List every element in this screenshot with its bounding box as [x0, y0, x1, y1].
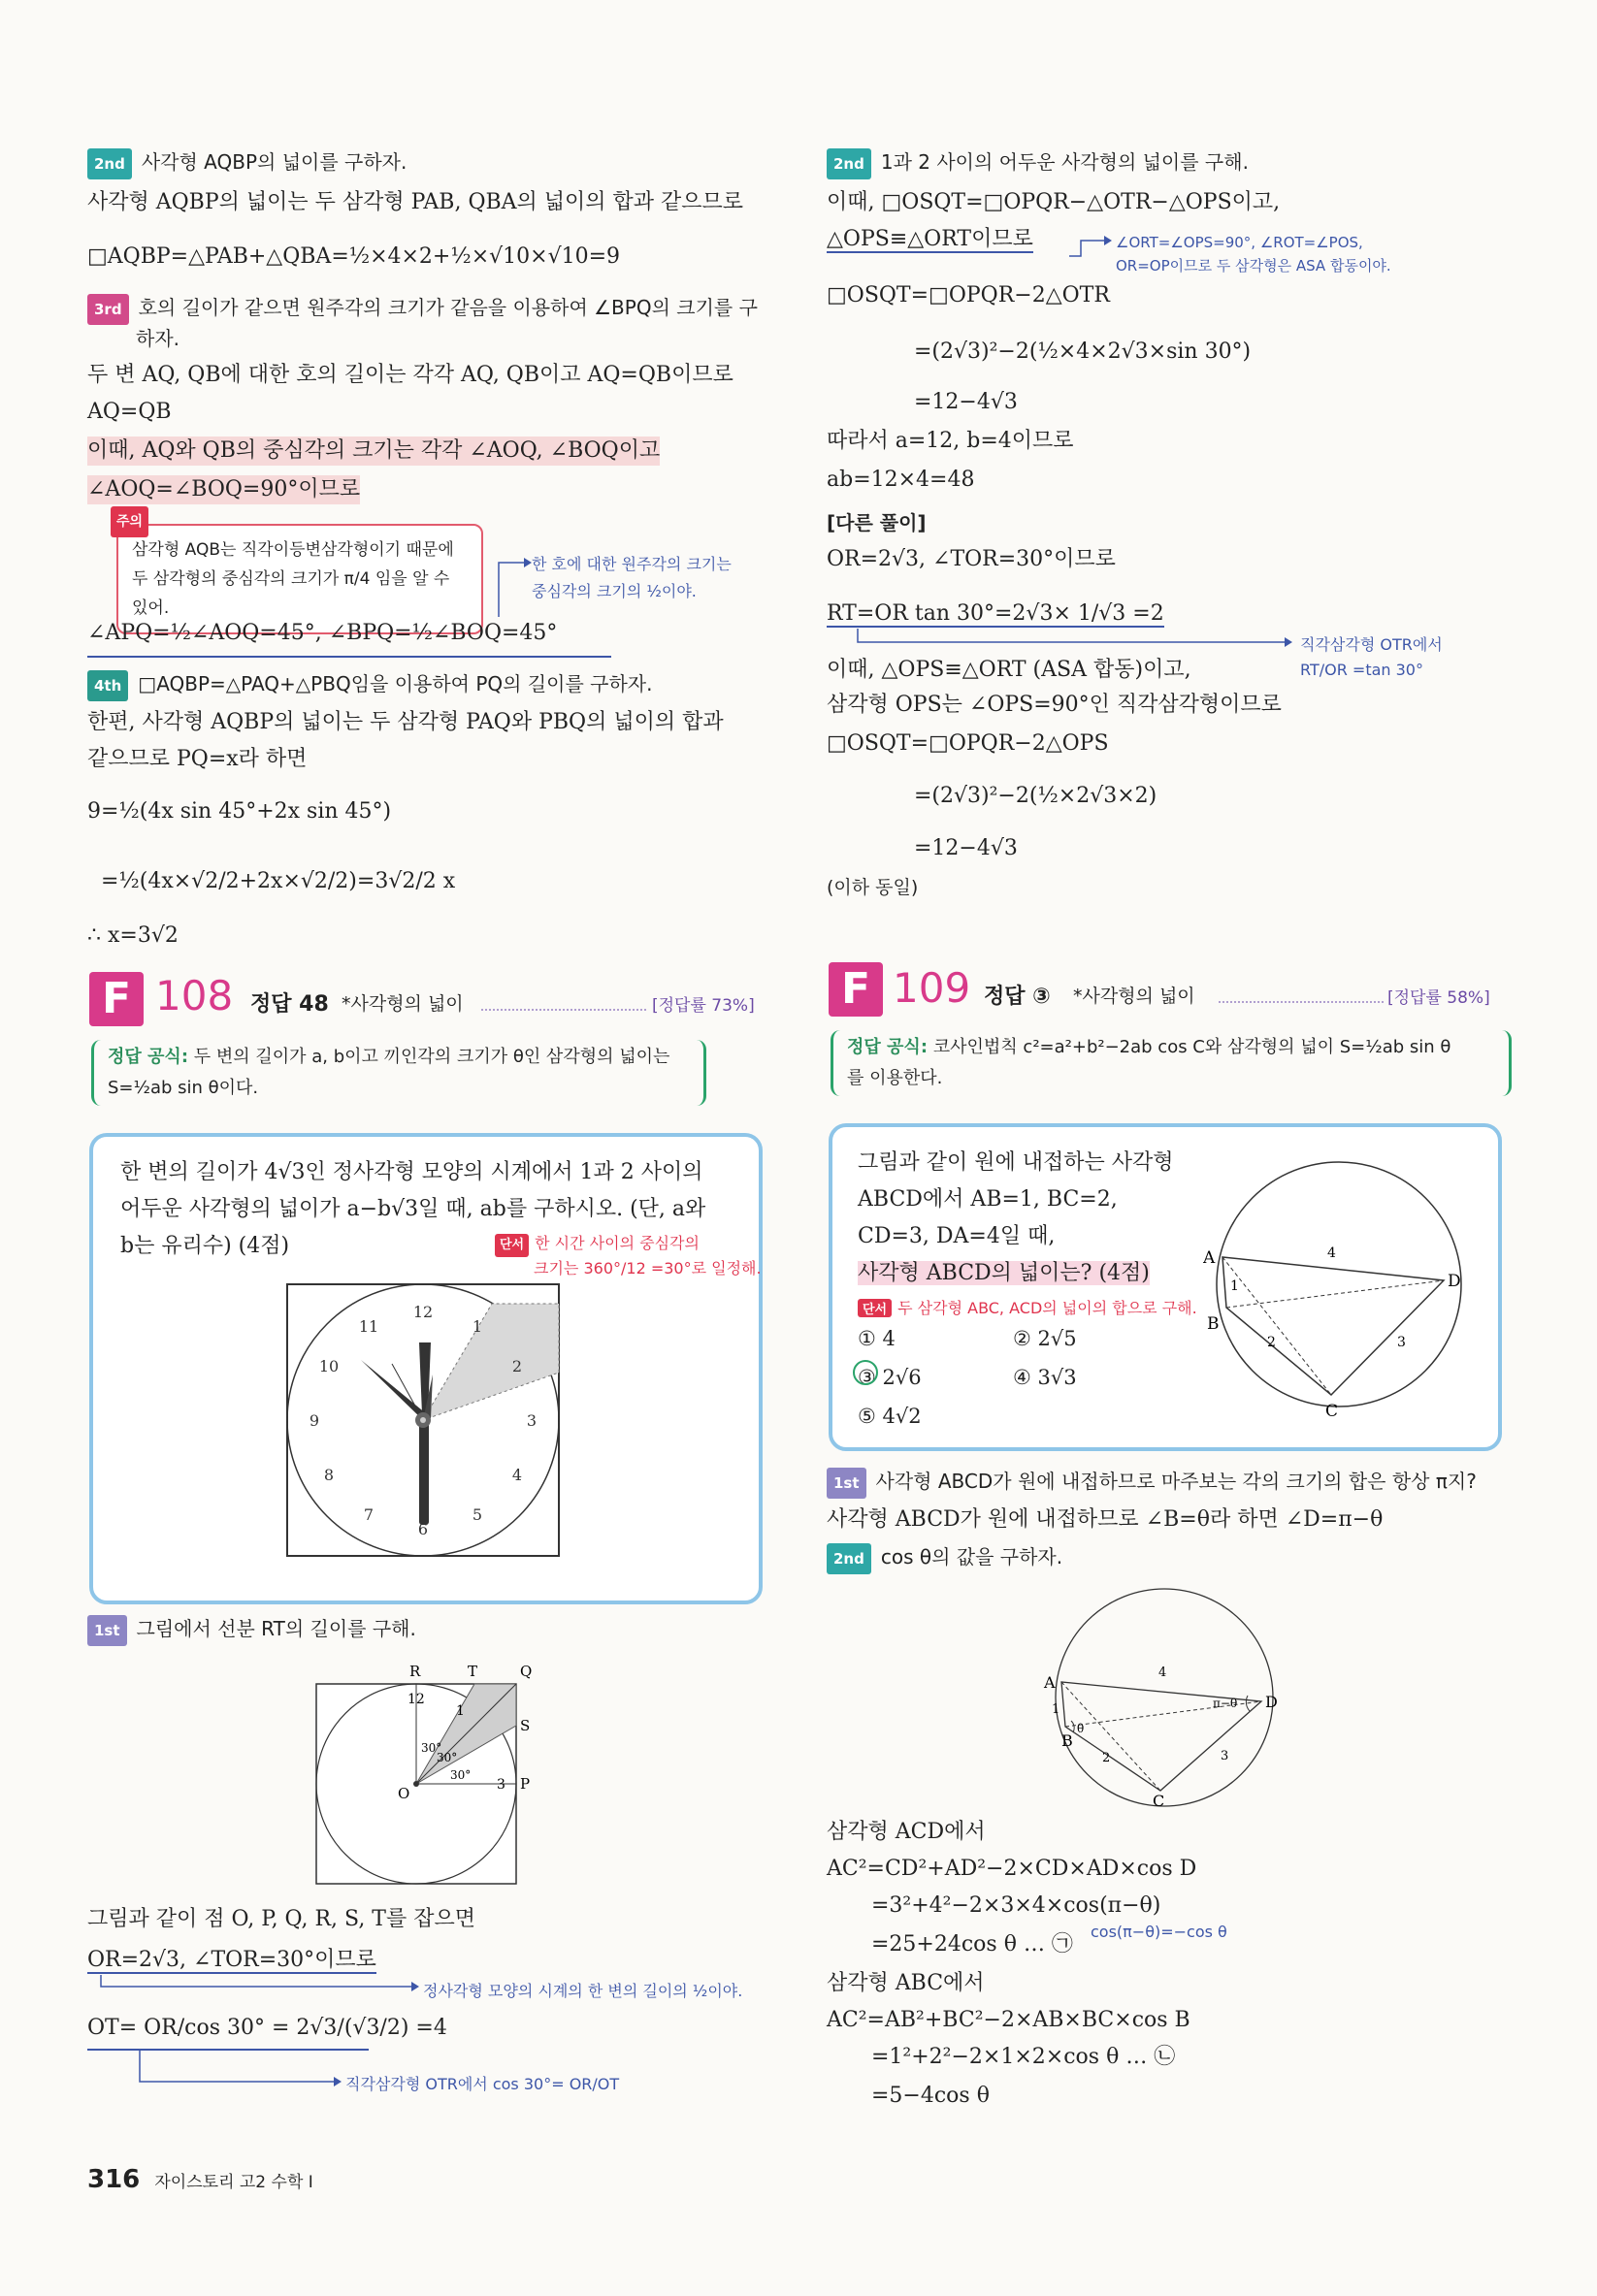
formula-box: 정답 공식: 코사인법칙 c²=a²+b²−2ab cos C와 삼각형의 넓이 S=½ab sin θ 를 이용한다. [831, 1030, 1512, 1096]
cyclic-quad-figure-2 [1038, 1587, 1290, 1810]
label-O: O [398, 1785, 410, 1802]
side-note: cos(π−θ)=−cos θ [1091, 1923, 1227, 1941]
text-line: 삼각형 OPS는 ∠OPS=90°인 직각삼각형이므로 [827, 693, 1282, 717]
correct-rate: [정답률 73%] [652, 996, 755, 1016]
side-1: 1 [1230, 1278, 1239, 1294]
note-connector [136, 2049, 349, 2087]
topic-label: *사각형의 넓이 [342, 993, 464, 1015]
equation-line: □OSQT=□OPQR−2△OPS [827, 731, 1109, 756]
side-3: 3 [1221, 1749, 1229, 1763]
note-connector [854, 629, 1300, 650]
note-connector [97, 1975, 427, 1994]
text-line: 따라서 a=12, b=4이므로 [827, 429, 1074, 453]
book-title: 자이스토리 고2 수학 Ⅰ [154, 2173, 313, 2192]
clock-number: 2 [511, 1357, 523, 1375]
clock-number: 7 [363, 1505, 375, 1524]
answer-label: 정답 48 [250, 992, 329, 1017]
label-Q: Q [520, 1663, 533, 1680]
side-4: 4 [1158, 1665, 1167, 1680]
note-connector [495, 549, 534, 619]
text-line: AQ=QB [87, 400, 172, 424]
alt-solution-heading: [다른 풀이] [827, 511, 927, 534]
side-3: 3 [1397, 1335, 1406, 1350]
angle-label: 30° [450, 1768, 472, 1782]
equation-line: =25+24cos θ … ㉠ [871, 1932, 1073, 1956]
equation-line: □OSQT=□OPQR−2△OTR [827, 283, 1110, 307]
text-line: ab=12×4=48 [827, 468, 975, 492]
hint-note: 단서 두 삼각형 ABC, ACD의 넓이의 합으로 구해. [858, 1296, 1197, 1318]
clock-number: 9 [309, 1411, 320, 1430]
choice-1[interactable]: ① 4 [858, 1327, 896, 1350]
side-note: 직각삼각형 OTR에서 cos 30°= OR/OT [345, 2075, 620, 2093]
label-1: 1 [456, 1703, 465, 1719]
caution-tag: 주의 [111, 506, 148, 537]
vertex-B: B [1061, 1731, 1073, 1750]
correct-rate: [정답률 58%] [1387, 988, 1490, 1008]
side-2: 2 [1267, 1335, 1276, 1350]
step2-heading: 2nd cos θ의 값을 구하자. [827, 1542, 1062, 1574]
equation-line: ∴ x=3√2 [87, 923, 179, 948]
step-badge: 1st [87, 1615, 127, 1646]
vertex-C: C [1153, 1792, 1165, 1810]
caution-box: 주의 삼각형 AQB는 직각이등변삼각형이기 때문에 두 삼각형의 중심각의 크기가 π/4 임을 알 수 있어. [116, 524, 483, 634]
problem-flag: F [89, 972, 144, 1026]
formula-box: 정답 공식: 두 변의 길이가 a, b이고 끼인각의 크기가 θ인 삼각형의 넓이는 S=½ab sin θ이다. [91, 1040, 706, 1106]
answer-circle-mark [852, 1358, 881, 1387]
step-badge: 3rd [87, 294, 129, 325]
problem-number: 109 [893, 964, 971, 1012]
step2-heading: 2nd 1과 2 사이의 어두운 사각형의 넓이를 구해. [827, 147, 1249, 179]
text-line: 사각형 ABCD가 원에 내접하므로 ∠B=θ라 하면 ∠D=π−θ [827, 1507, 1384, 1532]
clock-number: 3 [526, 1411, 538, 1430]
clock-number: 1 [472, 1317, 483, 1336]
label-T: T [468, 1663, 478, 1680]
page-number: 316 [87, 2165, 141, 2194]
equation-line: OT= OR/cos 30° = 2√3/(√3/2) =4 [87, 2016, 447, 2040]
text-line: 사각형 AQBP의 넓이는 두 삼각형 PAB, QBA의 넓이의 합과 같으므로 [87, 190, 744, 214]
side-note: 정사각형 모양의 시계의 한 변의 길이의 ½이야. [423, 1982, 743, 2000]
equation-line: =½(4x×√2/2+2x×√2/2)=3√2/2 x [101, 869, 456, 893]
side-note: 직각삼각형 OTR에서 RT/OR =tan 30° [1300, 635, 1443, 679]
step-badge: 1st [827, 1468, 866, 1499]
vertex-A: A [1203, 1248, 1216, 1268]
problem-text: 그림과 같이 원에 내접하는 사각형 ABCD에서 AB=1, BC=2, CD=3, DA=4일 때, 사각형 ABCD의 넓이는? (4점) [858, 1150, 1174, 1285]
step1-heading: 1st 그림에서 선분 RT의 길이를 구해. [87, 1614, 416, 1646]
equation-line: =3²+4²−2×3×4×cos(π−θ) [871, 1893, 1161, 1918]
step-badge: 2nd [87, 148, 132, 179]
equation-line: 9=½(4x sin 45°+2x sin 45°) [87, 799, 392, 824]
text-line: 삼각형 ABC에서 [827, 1971, 985, 1995]
side-2: 2 [1102, 1751, 1111, 1765]
cyclic-quad-figure [1203, 1148, 1484, 1430]
text-line: △OPS≡△ORT이므로 [827, 227, 1033, 251]
side-note: 한 호에 대한 원주각의 크기는 중심각의 크기의 ½이야. [532, 555, 732, 600]
text-line: 그림과 같이 점 O, P, Q, R, S, T를 잡으면 [87, 1907, 475, 1931]
equation-line: AC²=AB²+BC²−2×AB×BC×cos B [827, 2008, 1190, 2032]
text-line: 이때, □OSQT=□OPQR−△OTR−△OPS이고, [827, 190, 1281, 214]
step-badge: 2nd [827, 1543, 871, 1574]
equation-line: =1²+2²−2×1×2×cos θ … ㉡ [871, 2045, 1176, 2069]
side-4: 4 [1327, 1245, 1336, 1261]
step3-heading: 3rd 호의 길이가 같으면 원주각의 크기가 같음을 이용하여 ∠BPQ의 크기를 구 [87, 293, 758, 325]
label-R: R [409, 1663, 421, 1680]
clock-number: 8 [323, 1466, 335, 1484]
clock-geometry-figure [312, 1657, 545, 1890]
text-line: 같으므로 PQ=x라 하면 [87, 747, 308, 771]
note-connector [1067, 233, 1116, 262]
vertex-D: D [1265, 1693, 1278, 1711]
answer-label: 정답 ③ [984, 985, 1051, 1009]
clock-number: 6 [417, 1520, 429, 1538]
clock-number: 4 [511, 1466, 523, 1484]
page-footer [87, 2165, 313, 2194]
angle-label: 30° [421, 1741, 442, 1755]
equation-line: =(2√3)²−2(½×2√3×2) [914, 784, 1157, 808]
vertex-D: D [1448, 1272, 1461, 1291]
step-badge: 4th [87, 670, 128, 701]
equation-line: RT=OR tan 30°=2√3× 1/√3 =2 [827, 601, 1164, 626]
text-line: OR=2√3, ∠TOR=30°이므로 [827, 547, 1116, 571]
text-line: OR=2√3, ∠TOR=30°이므로 [87, 1948, 376, 1972]
choice-4[interactable]: ④ 3√3 [1013, 1366, 1077, 1389]
problem-flag: F [829, 962, 883, 1017]
dotted-leader [481, 1009, 646, 1011]
text-line: 두 변 AQ, QB에 대한 호의 길이는 각각 AQ, QB이고 AQ=QB이므로 [87, 363, 733, 387]
step2-heading: 2nd 사각형 AQBP의 넓이를 구하자. [87, 147, 407, 179]
label-S: S [520, 1717, 531, 1734]
text-line: 한편, 사각형 AQBP의 넓이는 두 삼각형 PAQ와 PBQ의 넓이의 합과 [87, 710, 724, 734]
highlight-line: ∠AOQ=∠BOQ=90°이므로 [87, 475, 360, 504]
dotted-leader [1219, 1001, 1384, 1003]
text-line: 하자. [136, 327, 179, 350]
text-line: (이하 동일) [827, 877, 919, 898]
side-1: 1 [1052, 1702, 1060, 1717]
underline [87, 656, 611, 658]
choice-3[interactable]: ③ 2√6 [858, 1366, 922, 1389]
equation-line: =5−4cos θ [871, 2084, 990, 2108]
equation-line: AC²=CD²+AD²−2×CD×AD×cos D [827, 1857, 1197, 1881]
step-badge: 2nd [827, 148, 871, 179]
step4-heading: 4th □AQBP=△PAQ+△PBQ임을 이용하여 PQ의 길이를 구하자. [87, 669, 652, 701]
clock-figure [285, 1282, 561, 1558]
clock-number: 12 [412, 1303, 434, 1321]
problem-number: 108 [155, 972, 234, 1019]
clock-number: 11 [358, 1317, 379, 1336]
text-line: 삼각형 ACD에서 [827, 1820, 986, 1844]
label-P: P [520, 1775, 531, 1793]
equation-line: =(2√3)²−2(½×4×2√3×sin 30°) [914, 340, 1252, 364]
clock-number: 10 [318, 1357, 340, 1375]
angle-pi-minus-theta: π−θ [1213, 1697, 1238, 1710]
angle-theta: θ [1077, 1722, 1085, 1735]
equation-line: =12−4√3 [914, 390, 1018, 414]
label-3: 3 [497, 1777, 505, 1793]
choice-5[interactable]: ⑤ 4√2 [858, 1405, 922, 1428]
label-12: 12 [407, 1692, 425, 1707]
clock-number: 5 [472, 1505, 483, 1524]
side-note: ∠ORT=∠OPS=90°, ∠ROT=∠POS, OR=OP이므로 두 삼각형은 ASA 합동이야. [1116, 234, 1391, 275]
problem-text: 한 변의 길이가 4√3인 정사각형 모양의 시계에서 1과 2 사이의 어두운 사각형의 넓이가 a−b√3일 때, ab를 구하시오. (단, a와 b는 유리수) (4점) [120, 1160, 706, 1258]
vertex-C: C [1325, 1402, 1339, 1421]
vertex-A: A [1044, 1673, 1056, 1692]
choice-2[interactable]: ② 2√5 [1013, 1327, 1077, 1350]
angle-label: 30° [437, 1751, 458, 1764]
vertex-B: B [1207, 1314, 1220, 1334]
topic-label: *사각형의 넓이 [1073, 986, 1195, 1007]
hint-note: 단서 한 시간 사이의 중심각의 크기는 360°/12 =30°로 일정해. [495, 1232, 762, 1280]
step1-heading: 1st 사각형 ABCD가 원에 내접하므로 마주보는 각의 크기의 합은 항상 π지? [827, 1467, 1477, 1499]
equation-line: □AQBP=△PAB+△QBA=½×4×2+½×√10×√10=9 [87, 244, 621, 269]
equation-line: =12−4√3 [914, 836, 1018, 860]
choices [858, 1319, 1077, 1436]
equation-line: ∠APQ=½∠AOQ=45°, ∠BPQ=½∠BOQ=45° [87, 621, 558, 645]
text-line: 이때, △OPS≡△ORT (ASA 합동)이고, [827, 658, 1191, 682]
highlight-line: 이때, AQ와 QB의 중심각의 크기는 각각 ∠AOQ, ∠BOQ이고 [87, 437, 660, 466]
